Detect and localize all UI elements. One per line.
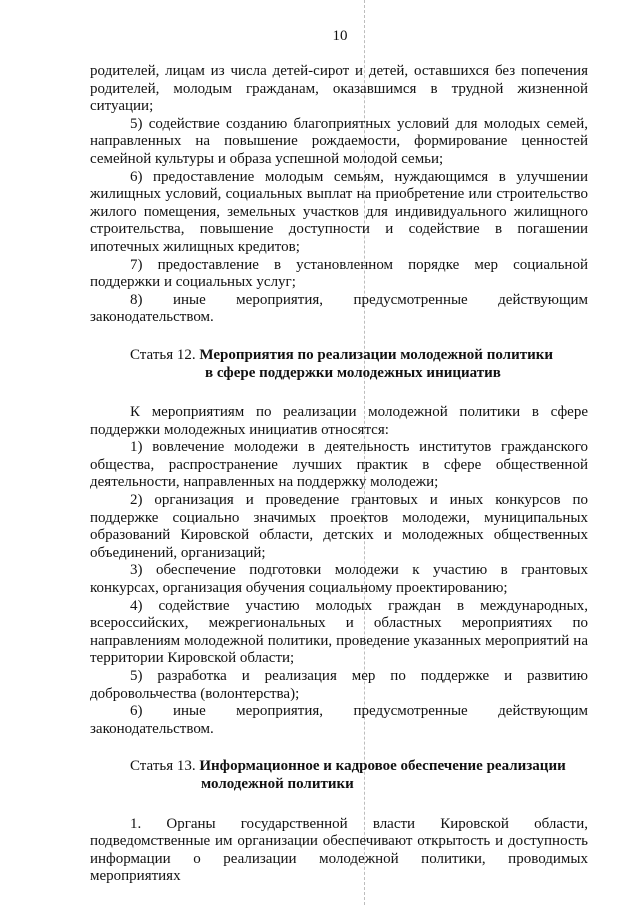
page-number: 10 bbox=[332, 28, 348, 44]
article-12-item-6 bbox=[90, 703, 588, 721]
list-item-5: 5) содействие созданию благоприятных условий для молодых семей, направленных на повышение рождаемости, формирование ценностей семейной культуры и образа успешной молодой семьи; bbox=[90, 115, 588, 167]
word: действующим bbox=[498, 703, 589, 720]
article-12-item-4: 4) содействие участию молодых граждан в международных, всероссийских, межрегиональных и областных мероприятиях по направлениям молодежной политики, проведение указанных мероприятий на территории Кировской области; bbox=[90, 597, 588, 667]
list-item-8-end: законодательством. bbox=[90, 309, 214, 326]
article-12-item-2: 2) организация и проведение грантовых и иных конкурсов по поддержке социально значимых проектов молодежи, муниципальных образований Кировской области, детских и молодежных общественных объединений, организаций; bbox=[90, 492, 588, 561]
article-12-item-1: 1) вовлечение молодежи в деятельность институтов гражданского общества, распространение лучших практик в сфере общественной деятельности, направленных на поддержку молодежи; bbox=[90, 439, 588, 491]
article-13-title-line1: Информационное и кадровое обеспечение реализации bbox=[199, 758, 566, 775]
word: мероприятия, bbox=[236, 291, 324, 308]
word: мероприятия, bbox=[236, 703, 324, 720]
word: 8) bbox=[130, 291, 143, 308]
list-item-7: 7) предоставление в установленном порядке мер социальной поддержки и социальных услуг; bbox=[90, 256, 588, 291]
word: предусмотренные bbox=[353, 703, 468, 720]
list-item-8 bbox=[90, 292, 588, 310]
article-12-heading bbox=[90, 347, 588, 382]
article-13-heading bbox=[90, 758, 588, 793]
article-12-title-line1: Мероприятия по реализации молодежной политики bbox=[199, 346, 554, 363]
word: иные bbox=[172, 703, 206, 720]
article-12-item-3: 3) обеспечение подготовки молодежи к участию в грантовых конкурсах, организация обучения социальному проектированию; bbox=[90, 562, 588, 597]
article-13-paragraph-1: 1. Органы государственной власти Кировской области, подведомственные им организации обеспечивают открытость и доступность информации о реализации молодежной политики, проводимых мероприятиях bbox=[90, 815, 588, 885]
word: 6) bbox=[130, 703, 143, 720]
article-12-title-line2: в сфере поддержки молодежных инициатив bbox=[205, 364, 501, 381]
document-body bbox=[90, 63, 588, 886]
article-13-title-line2: молодежной политики bbox=[201, 775, 354, 792]
article-13-prefix: Статья 13. bbox=[130, 758, 200, 775]
article-12-intro: К мероприятиям по реализации молодежной политики в сфере поддержки молодежных инициатив относятся: bbox=[90, 404, 588, 438]
paragraph-continuation: родителей, лицам из числа детей-сирот и детей, оставшихся без попечения родителей, молодым гражданам, оказавшимся в трудной жизненной ситуации; bbox=[90, 63, 588, 115]
word: иные bbox=[172, 291, 206, 308]
list-item-6: 6) предоставление молодым семьям, нуждающимся в улучшении жилищных условий, социальных выплат на приобретение или строительство жилого помещения, земельных участков для индивидуального жилищного строительства, повышение доступности и содействие в погашении ипотечных жилищных кредитов; bbox=[90, 168, 588, 255]
word: предусмотренные bbox=[353, 291, 468, 308]
article-12-prefix: Статья 12. bbox=[130, 346, 200, 363]
article-12-item-6-end: законодательством. bbox=[90, 720, 214, 737]
article-12-item-5: 5) разработка и реализация мер по поддержке и развитию добровольчества (волонтерства); bbox=[90, 668, 588, 702]
word: действующим bbox=[498, 291, 589, 308]
